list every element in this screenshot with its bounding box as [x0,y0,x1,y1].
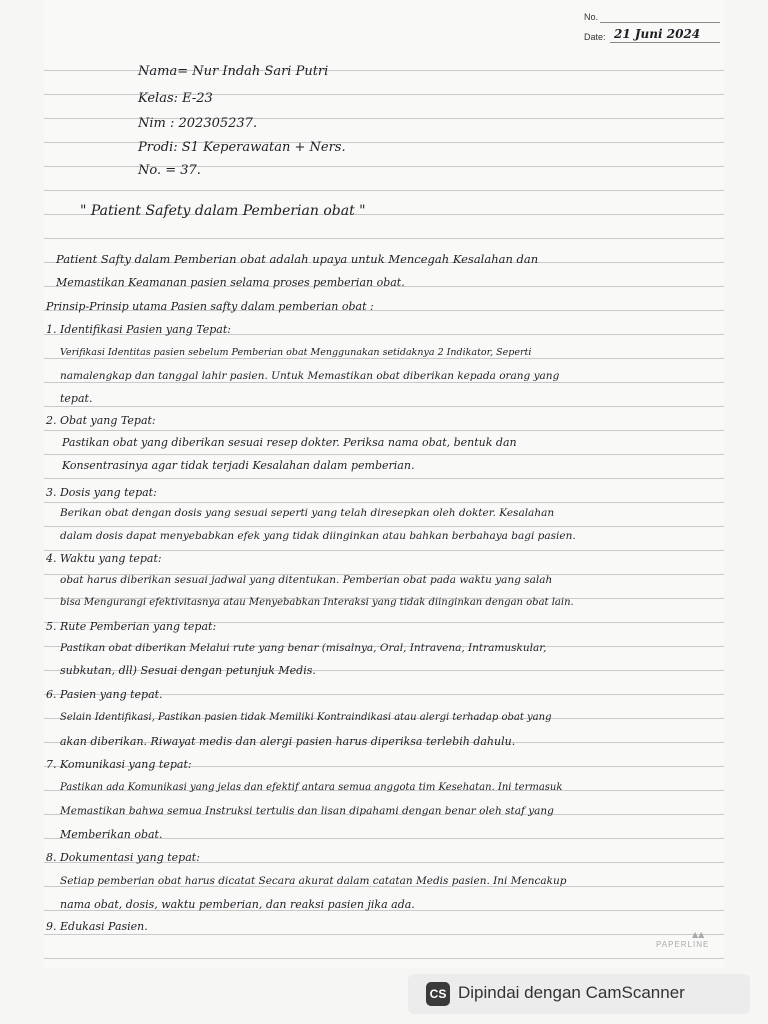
section-2-heading: 2. Obat yang Tepat: [46,414,156,427]
intro-line-1: Patient Safty dalam Pemberian obat adalah upaya untuk Mencegah Kesalahan dan [56,252,539,266]
date-label: Date: [584,32,606,42]
paperline-watermark: PAPERLINE [656,940,710,949]
paperline-logo-icon: ▲▲ [692,930,705,939]
section-7-line-2: Memastikan bahwa semua Instruksi tertulis dan lisan dipahami dengan benar oleh staf yang [60,805,554,817]
student-class: Kelas: E-23 [138,91,213,106]
section-3-line-2: dalam dosis dapat menyebabkan efek yang tidak diinginkan atau bahkan berbahaya bagi pasien. [60,530,576,542]
section-4-line-1: obat harus diberikan sesuai jadwal yang ditentukan. Pemberian obat pada waktu yang salah [60,574,553,586]
camscanner-label: Dipindai dengan CamScanner [458,983,685,1002]
section-5-heading: 5. Rute Pemberian yang tepat: [46,620,217,633]
section-2-line-1: Pastikan obat yang diberikan sesuai resep dokter. Periksa nama obat, bentuk dan [62,436,517,449]
section-7-heading: 7. Komunikasi yang tepat: [46,758,192,771]
section-9-heading: 9. Edukasi Pasien. [46,920,148,933]
date-field-line [610,42,720,43]
section-1-line-3: tepat. [60,392,93,405]
section-6-heading: 6. Pasien yang tepat. [46,688,163,701]
section-4-line-2: bisa Mengurangi efektivitasnya atau Menyebabkan Interaksi yang tidak diinginkan dengan obat lain. [60,597,574,608]
section-8-heading: 8. Dokumentasi yang tepat: [46,851,200,864]
section-5-line-2: subkutan, dll) Sesuai dengan petunjuk Medis. [60,664,316,677]
section-1-line-2: namalengkap dan tanggal lahir pasien. Untuk Memastikan obat diberikan kepada orang yang [60,370,560,382]
student-number: No. = 37. [138,163,201,178]
section-2-line-2: Konsentrasinya agar tidak terjadi Kesalahan dalam pemberian. [62,459,415,472]
section-6-line-2: akan diberikan. Riwayat medis dan alergi pasien harus diperiksa terlebih dahulu. [60,735,516,748]
section-5-line-1: Pastikan obat diberikan Melalui rute yang benar (misalnya, Oral, Intravena, Intramuskular, [60,642,547,654]
student-program: Prodi: S1 Keperawatan + Ners. [138,140,346,155]
principles-heading: Prinsip-Prinsip utama Pasien safty dalam pemberian obat : [46,300,374,313]
student-name: Nama= Nur Indah Sari Putri [138,64,329,79]
section-7-line-3: Memberikan obat. [60,828,163,841]
essay-title: " Patient Safety dalam Pemberian obat " [80,203,366,219]
intro-line-2: Memastikan Keamanan pasien selama proses pemberian obat. [56,276,405,289]
section-7-line-1: Pastikan ada Komunikasi yang jelas dan efektif antara semua anggota tim Kesehatan. Ini termasuk [60,782,563,793]
section-3-heading: 3. Dosis yang tepat: [46,486,157,499]
section-6-line-1: Selain Identifikasi, Pastikan pasien tidak Memiliki Kontraindikasi atau alergi terhadap obat yang [60,712,552,723]
section-3-line-1: Berikan obat dengan dosis yang sesuai seperti yang telah diresepkan oleh dokter. Kesalahan [60,507,555,519]
no-field-line [600,22,720,23]
date-value: 21 Juni 2024 [614,27,701,41]
section-4-heading: 4. Waktu yang tepat: [46,552,162,565]
camscanner-logo-icon: CS [426,982,450,1006]
section-8-line-1: Setiap pemberian obat harus dicatat Secara akurat dalam catatan Medis pasien. Ini Mencakup [60,875,567,887]
section-1-heading: 1. Identifikasi Pasien yang Tepat: [46,323,231,336]
section-8-line-2: nama obat, dosis, waktu pemberian, dan reaksi pasien jika ada. [60,898,415,911]
section-1-line-1: Verifikasi Identitas pasien sebelum Pemberian obat Menggunakan setidaknya 2 Indikator, Seperti [60,347,532,358]
student-nim: Nim : 202305237. [138,116,258,131]
no-label: No. [584,12,599,22]
